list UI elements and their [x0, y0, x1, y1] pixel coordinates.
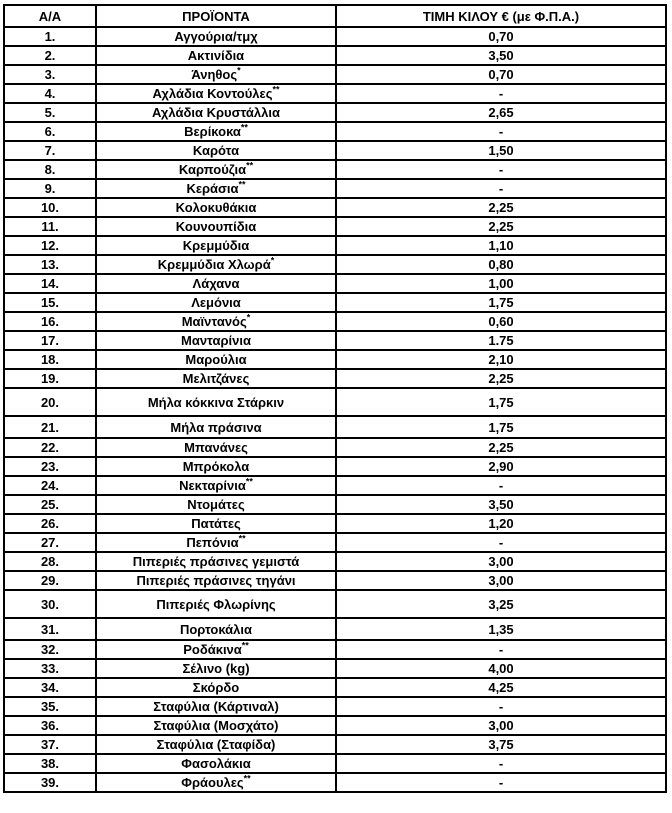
- table-row: [4, 179, 666, 198]
- cell-product-name: [96, 255, 336, 274]
- cell-product-name: [96, 476, 336, 495]
- table-row: [4, 255, 666, 274]
- product-name-text: Σέλινο (kg): [182, 661, 250, 676]
- cell-product-name: [96, 514, 336, 533]
- cell-price: 2,10: [336, 350, 666, 369]
- cell-index: 32.: [4, 640, 96, 659]
- cell-index: 9.: [4, 179, 96, 198]
- cell-price: 1,75: [336, 293, 666, 312]
- cell-index: 35.: [4, 697, 96, 716]
- cell-price: 1,20: [336, 514, 666, 533]
- cell-index: 23.: [4, 457, 96, 476]
- cell-price: -: [336, 640, 666, 659]
- cell-price: 2,25: [336, 369, 666, 388]
- cell-index: 26.: [4, 514, 96, 533]
- cell-price: 1,35: [336, 618, 666, 640]
- cell-price: 2,25: [336, 217, 666, 236]
- table-row: [4, 160, 666, 179]
- product-name-text: Ακτινίδια: [187, 48, 245, 63]
- cell-product-name: [96, 590, 336, 618]
- cell-index: 29.: [4, 571, 96, 590]
- table-row: [4, 217, 666, 236]
- product-name-text: Κεράσια: [186, 181, 239, 196]
- cell-index: 11.: [4, 217, 96, 236]
- table-row: [4, 716, 666, 735]
- product-name-text: Σταφύλια (Κάρτιναλ): [153, 699, 279, 714]
- cell-product-name: [96, 495, 336, 514]
- product-name-text: Καρότα: [192, 143, 240, 158]
- product-name-text: Σκόρδο: [192, 680, 240, 695]
- cell-price: 1,75: [336, 416, 666, 438]
- table-row: [4, 659, 666, 678]
- cell-product-name: [96, 640, 336, 659]
- cell-product-name: [96, 754, 336, 773]
- cell-price: -: [336, 179, 666, 198]
- product-name-text: Κουνουπίδια: [175, 219, 257, 234]
- cell-index: 24.: [4, 476, 96, 495]
- product-name-text: Πεπόνια: [186, 535, 239, 550]
- footnote-asterisk: **: [272, 84, 280, 95]
- table-row: [4, 754, 666, 773]
- footnote-asterisk: *: [270, 255, 275, 266]
- cell-product-name: [96, 678, 336, 697]
- cell-index: 1.: [4, 27, 96, 46]
- table-row: [4, 274, 666, 293]
- cell-price: 3,25: [336, 590, 666, 618]
- product-name-text: Πιπεριές πράσινες γεμιστά: [132, 554, 300, 569]
- product-name-text: Πιπεριές πράσινες τηγάνι: [136, 573, 296, 588]
- cell-price: 3,75: [336, 735, 666, 754]
- product-name-text: Πιπεριές Φλωρίνης: [156, 596, 276, 612]
- cell-price: -: [336, 754, 666, 773]
- table-row: [4, 590, 666, 618]
- cell-product-name: [96, 716, 336, 735]
- cell-index: 8.: [4, 160, 96, 179]
- cell-index: 19.: [4, 369, 96, 388]
- table-row: [4, 331, 666, 350]
- table-row: [4, 388, 666, 416]
- product-name-text: Πορτοκάλια: [179, 621, 253, 637]
- product-name-text: Νεκταρίνια: [179, 478, 246, 493]
- table-row: [4, 46, 666, 65]
- footnote-asterisk: **: [238, 179, 246, 190]
- cell-product-name: [96, 198, 336, 217]
- cell-index: 14.: [4, 274, 96, 293]
- product-name-text: Άνηθος: [191, 67, 238, 82]
- cell-index: 2.: [4, 46, 96, 65]
- table-row: [4, 369, 666, 388]
- cell-product-name: [96, 697, 336, 716]
- product-name-text: Κρεμμύδια Χλωρά: [157, 257, 271, 272]
- cell-product-name: [96, 331, 336, 350]
- cell-product-name: [96, 27, 336, 46]
- cell-index: 27.: [4, 533, 96, 552]
- product-name-text: Λεμόνια: [191, 295, 241, 310]
- table-row: [4, 640, 666, 659]
- cell-index: 22.: [4, 438, 96, 457]
- cell-product-name: [96, 217, 336, 236]
- cell-product-name: [96, 618, 336, 640]
- cell-index: 36.: [4, 716, 96, 735]
- cell-price: -: [336, 773, 666, 792]
- product-name-text: Βερίκοκα: [184, 124, 241, 139]
- cell-product-name: [96, 457, 336, 476]
- cell-product-name: [96, 388, 336, 416]
- cell-price: 3,50: [336, 46, 666, 65]
- cell-price: -: [336, 122, 666, 141]
- cell-index: 37.: [4, 735, 96, 754]
- cell-product-name: [96, 773, 336, 792]
- cell-product-name: [96, 46, 336, 65]
- table-row: [4, 476, 666, 495]
- footnote-asterisk: **: [240, 122, 248, 133]
- cell-product-name: [96, 122, 336, 141]
- cell-index: 4.: [4, 84, 96, 103]
- table-body: [4, 27, 666, 792]
- cell-price: 3,00: [336, 716, 666, 735]
- product-name-text: Φασολάκια: [181, 756, 251, 771]
- product-name-text: Κολοκυθάκια: [175, 200, 257, 215]
- product-name-text: Κρεμμύδια: [182, 238, 250, 253]
- table-row: [4, 571, 666, 590]
- cell-index: 33.: [4, 659, 96, 678]
- product-name-text: Μελιτζάνες: [182, 371, 250, 386]
- cell-price: -: [336, 476, 666, 495]
- cell-index: 21.: [4, 416, 96, 438]
- table-row: [4, 198, 666, 217]
- cell-index: 12.: [4, 236, 96, 255]
- cell-price: 3,50: [336, 495, 666, 514]
- footnote-asterisk: **: [246, 160, 254, 171]
- cell-product-name: [96, 160, 336, 179]
- product-name-text: Σταφύλια (Σταφίδα): [156, 737, 276, 752]
- product-name-text: Φράουλες: [181, 775, 244, 790]
- table-row: [4, 236, 666, 255]
- cell-price: 0,80: [336, 255, 666, 274]
- table-row: [4, 141, 666, 160]
- table-row: [4, 350, 666, 369]
- product-name-text: Αχλάδια Κρυστάλλια: [152, 105, 280, 120]
- table-row: [4, 293, 666, 312]
- cell-index: 25.: [4, 495, 96, 514]
- footnote-asterisk: **: [241, 640, 249, 651]
- cell-price: -: [336, 697, 666, 716]
- product-name-text: Μαϊντανός: [181, 314, 247, 329]
- cell-price: -: [336, 160, 666, 179]
- cell-product-name: [96, 369, 336, 388]
- cell-price: -: [336, 84, 666, 103]
- table-row: [4, 438, 666, 457]
- cell-product-name: [96, 416, 336, 438]
- cell-product-name: [96, 571, 336, 590]
- table-row: [4, 416, 666, 438]
- product-name-text: Λάχανα: [192, 276, 240, 291]
- cell-price: 4,25: [336, 678, 666, 697]
- cell-index: 15.: [4, 293, 96, 312]
- table-row: [4, 533, 666, 552]
- cell-product-name: [96, 274, 336, 293]
- footnote-asterisk: **: [243, 773, 251, 784]
- product-name-text: Αχλάδια Κοντούλες: [152, 86, 273, 101]
- table-row: [4, 84, 666, 103]
- cell-product-name: [96, 103, 336, 122]
- table-row: [4, 773, 666, 792]
- table-row: [4, 495, 666, 514]
- cell-index: 18.: [4, 350, 96, 369]
- cell-product-name: [96, 659, 336, 678]
- cell-product-name: [96, 84, 336, 103]
- table-row: [4, 457, 666, 476]
- cell-price: -: [336, 533, 666, 552]
- table-row: [4, 65, 666, 84]
- table-row: [4, 514, 666, 533]
- table-row: [4, 618, 666, 640]
- table-row: [4, 735, 666, 754]
- table-row: [4, 312, 666, 331]
- cell-price: 0,60: [336, 312, 666, 331]
- product-name-text: Μαρούλια: [185, 352, 247, 367]
- cell-price: 1.75: [336, 331, 666, 350]
- cell-index: 5.: [4, 103, 96, 122]
- table-row: [4, 103, 666, 122]
- produce-price-table: [3, 4, 667, 793]
- cell-product-name: [96, 293, 336, 312]
- cell-index: 30.: [4, 590, 96, 618]
- cell-product-name: [96, 533, 336, 552]
- product-name-text: Πατάτες: [191, 516, 241, 531]
- table-row: [4, 697, 666, 716]
- cell-index: 38.: [4, 754, 96, 773]
- cell-price: 1,10: [336, 236, 666, 255]
- product-name-text: Μήλα κόκκινα Στάρκιν: [147, 394, 285, 410]
- cell-product-name: [96, 141, 336, 160]
- footnote-asterisk: **: [245, 476, 253, 487]
- cell-price: 0,70: [336, 65, 666, 84]
- cell-product-name: [96, 438, 336, 457]
- table-row: [4, 552, 666, 571]
- column-header-price-per-kilo: ΤΙΜΗ ΚΙΛΟΥ € (με Φ.Π.Α.): [336, 5, 666, 27]
- footnote-asterisk: **: [238, 533, 246, 544]
- cell-price: 2,90: [336, 457, 666, 476]
- product-name-text: Ροδάκινα: [183, 642, 242, 657]
- cell-index: 28.: [4, 552, 96, 571]
- cell-index: 10.: [4, 198, 96, 217]
- cell-price: 2,25: [336, 198, 666, 217]
- product-name-text: Μανταρίνια: [181, 333, 251, 348]
- product-name-text: Μπανάνες: [184, 440, 248, 455]
- cell-product-name: [96, 350, 336, 369]
- table-row: [4, 678, 666, 697]
- cell-product-name: [96, 735, 336, 754]
- footnote-asterisk: *: [237, 65, 241, 76]
- footnote-asterisk: *: [246, 312, 251, 323]
- cell-index: 31.: [4, 618, 96, 640]
- table-row: [4, 122, 666, 141]
- cell-price: 2,25: [336, 438, 666, 457]
- cell-price: 3,00: [336, 552, 666, 571]
- product-name-text: Μπρόκολα: [182, 459, 250, 474]
- cell-index: 16.: [4, 312, 96, 331]
- cell-index: 7.: [4, 141, 96, 160]
- cell-product-name: [96, 65, 336, 84]
- cell-product-name: [96, 236, 336, 255]
- product-name-text: Αγγούρια/τμχ: [174, 29, 258, 44]
- cell-price: 1,00: [336, 274, 666, 293]
- cell-product-name: [96, 179, 336, 198]
- cell-price: 2,65: [336, 103, 666, 122]
- cell-index: 17.: [4, 331, 96, 350]
- cell-price: 1,50: [336, 141, 666, 160]
- cell-index: 6.: [4, 122, 96, 141]
- cell-product-name: [96, 552, 336, 571]
- cell-price: 3,00: [336, 571, 666, 590]
- column-header-products: ΠΡΟΪΟΝΤΑ: [96, 5, 336, 27]
- cell-price: 1,75: [336, 388, 666, 416]
- header-row: [4, 5, 666, 27]
- product-name-text: Σταφύλια (Μοσχάτο): [153, 718, 279, 733]
- cell-price: 0,70: [336, 27, 666, 46]
- product-name-text: Μήλα πράσινα: [170, 419, 262, 435]
- cell-index: 20.: [4, 388, 96, 416]
- product-name-text: Καρπούζια: [178, 162, 247, 177]
- table-row: [4, 27, 666, 46]
- column-header-index: Α/Α: [4, 5, 96, 27]
- cell-price: 4,00: [336, 659, 666, 678]
- cell-index: 13.: [4, 255, 96, 274]
- cell-product-name: [96, 312, 336, 331]
- cell-index: 3.: [4, 65, 96, 84]
- product-name-text: Ντομάτες: [187, 497, 245, 512]
- cell-index: 39.: [4, 773, 96, 792]
- cell-index: 34.: [4, 678, 96, 697]
